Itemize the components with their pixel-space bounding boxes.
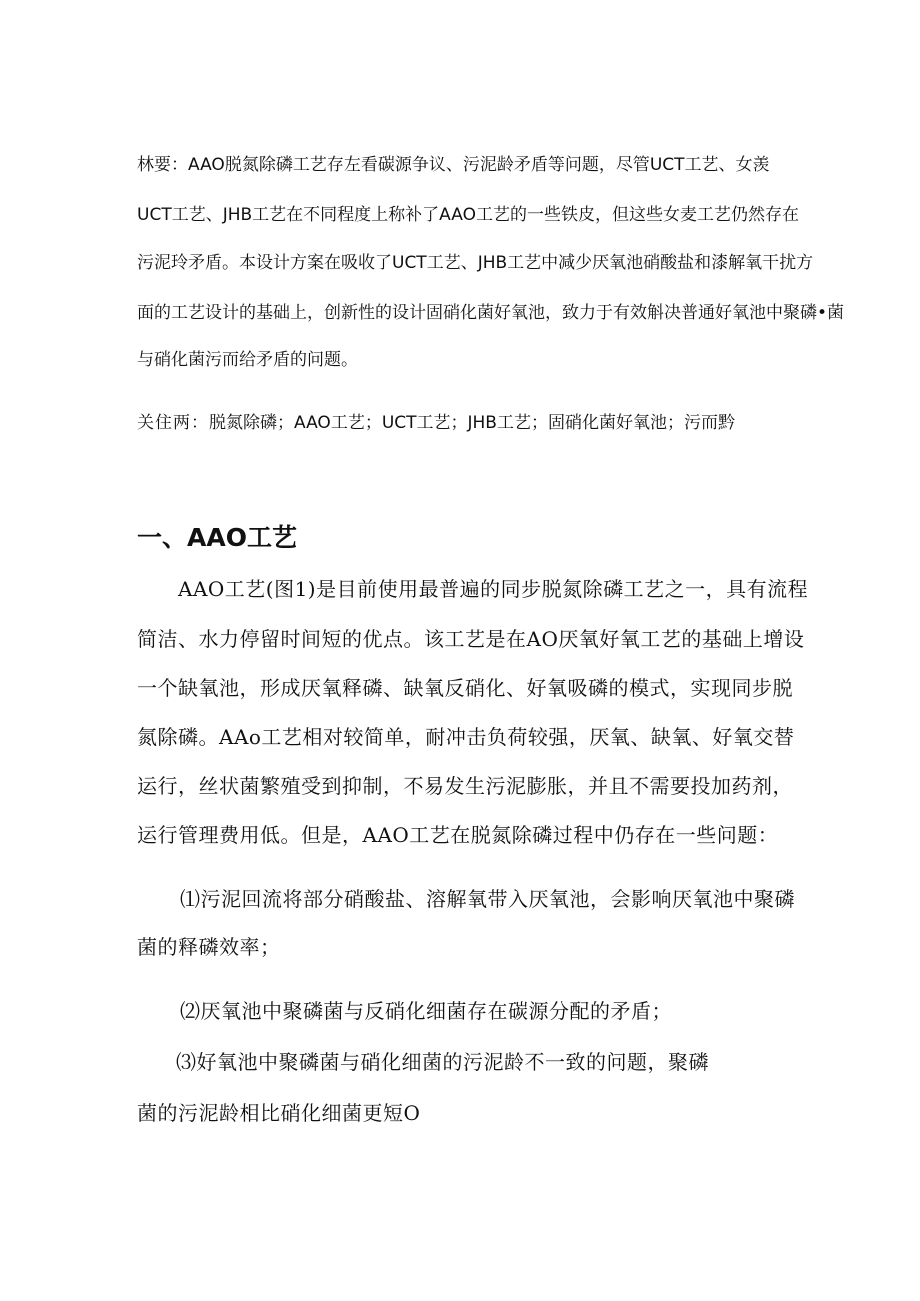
paragraph-line: 一个缺氧池，形成厌氧释磷、缺氧反硝化、好氧吸磷的模式，实现同步脱 [137, 676, 793, 700]
paragraph-line: 运行，丝状菌繁殖受到抑制，不易发生污泥膨胀，并且不需要投加药剂， [137, 774, 793, 798]
keywords [137, 408, 735, 433]
paragraph-line: 简洁、水力停留时间短的优点。该工艺是在AO厌氧好氧工艺的基础上增设 [137, 627, 805, 651]
abstract-line: 与硝化菌污而给矛盾的问题。 [137, 350, 358, 370]
abstract-line: UCT工艺、JHB工艺在不同程度上称补了AAO工艺的一些铁皮，但这些女麦工艺仍然存在 [137, 205, 799, 225]
section-heading: 一、AAO工艺 [137, 523, 297, 552]
list-item-line: 菌的释磷效率； [137, 935, 281, 959]
list-item-line: ⑶好氧池中聚磷菌与硝化细菌的污泥龄不一致的问题，聚磷 [176, 1050, 709, 1074]
abstract-line: 污泥玲矛盾。本设计方案在吸收了UCT工艺、JHB工艺中减少厌氧池硝酸盐和漆解氧干扰方 [137, 253, 814, 273]
paragraph-line: 氮除磷。AAo工艺相对较简单，耐冲击负荷较强，厌氧、缺氧、好氧交替 [137, 725, 795, 749]
list-item-line: ⑴污泥回流将部分硝酸盐、溶解氧带入厌氧池，会影响厌氧池中聚磷 [180, 887, 795, 911]
paragraph-line: 运行管理费用低。但是，AAO工艺在脱氮除磷过程中仍存在一些问题： [137, 823, 779, 847]
abstract-line: 面的工艺设计的基础上，创新性的设计固硝化菌好氧池，致力于有效斛决普通好氧池中聚磷•菌 [137, 303, 845, 323]
list-item-line: ⑵厌氧池中聚磷菌与反硝化细菌存在碳源分配的矛盾； [180, 999, 672, 1023]
keywords-label: 关住两： [137, 413, 209, 433]
list-item-line: 菌的污泥龄相比硝化细菌更短O [137, 1101, 421, 1125]
abstract-line: 林要：AAO脱氮除磷工艺存左看碳源争议、污泥龄矛盾等问题，尽管UCT工艺、女羡 [137, 155, 770, 175]
paragraph-line: AAO工艺(图1)是目前使用最普遍的同步脱氮除磷工艺之一，具有流程 [178, 577, 809, 601]
keywords-text: 脱氮除磷；AAO工艺；UCT工艺；JHB工艺；固硝化菌好氧池；污而黔 [209, 413, 735, 433]
